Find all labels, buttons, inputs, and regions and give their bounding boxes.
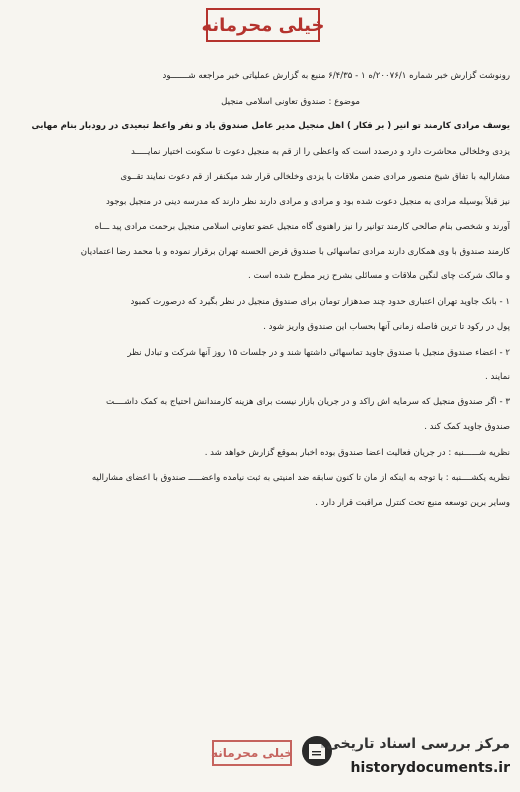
comment-line: وسایر برین توسعه منبع تحت کنترل مراقبت قرار دارد . — [315, 498, 510, 508]
body-line: ۱ - بانک جاوید تهران اعتباری حدود چند صدهزار تومان برای صندوق منجیل در نظر بگیرد که درصورت کمبود — [130, 297, 510, 307]
logo-title: مرکز بررسی اسناد تاریخی — [326, 736, 510, 752]
body-line: نمایند . — [485, 372, 510, 382]
body-line: یزدی وخلخالی محاشرت دارد و درصدد است که واعظی را از قم به منجیل دعوت تا سکونت اختیار نمایـــــد — [130, 147, 510, 157]
body-line: یوسف مرادی کارمند تو انیر ( بر قکار ) اهل منجیل مدیر عامل صندوق یاد و نفر واعظ تبعیدی در رودبار بنام مهابی — [31, 121, 510, 131]
body-line: کارمند صندوق با وی همکاری دارند مرادی تماسهائی با صندوق قرض الحسنه تهران برقرار نموده و با محمد رضا اعتمادیان — [80, 247, 510, 257]
body-line: ۳ - اگر صندوق منجیل که سرمایه اش راکد و در جریان بازار نیست برای هزینه کارمندانش احتیاج به کمک داشــــت — [106, 397, 510, 407]
classification-stamp: خیلی محرمانه — [206, 8, 320, 42]
body-line: ۲ - اعضاء صندوق منجیل با صندوق جاوید تماسهائی داشتها شند و در جلسات ۱۵ روز آنها شرکت و تبادل نظر — [127, 348, 510, 358]
comment-line: نظریه یکشــــنبه : با توجه به اینکه از مان تا کنون سابقه ضد امنیتی به ثبت نیامده واعضـــــ صندوق با اعضای مشارالیه — [91, 473, 510, 483]
body-line: پول در رکود تا ترین فاصله زمانی آنها بحساب این صندوق واریز شود . — [263, 322, 510, 332]
subject-line: موضوع : صندوق تعاونی اسلامی منجیل — [221, 97, 360, 107]
body-line: و مالک شرکت چای لنگین ملاقات و مسائلی بشرح زیر مطرح شده است . — [248, 271, 510, 281]
comment-line: نظریه شــــــنبه : در جریان فعالیت اعضا صندوق بوده اخبار بموقع گزارش خواهد شد . — [204, 448, 510, 458]
body-line: مشارالیه با تفاق شیخ منصور مرادی ضمن ملاقات با یزدی وخلخالی قرار شد میکنفر از قم دعوت نمایند تقــوی — [120, 172, 510, 182]
archive-logo — [300, 732, 510, 782]
body-line: صندوق جاوید کمک کند . — [424, 422, 510, 432]
body-line: نیز قبلاً بوسیله مرادی به منجیل دعوت شده بود و مرادی و مرادی دارند نظر دارند که مدرسه دینی در منجیل بوجود — [105, 197, 510, 207]
logo-url: historydocuments.ir — [350, 760, 510, 776]
header-line: رونوشت گزارش خبر شماره ۲۰۰۷۶/۱/ه ۱ - ۶/۴/۳۵ منبع به گزارش عملیاتی خبر مراجعه شـــــــود — [162, 71, 510, 81]
body-line: آورند و شخصی بنام صالحی کارمند توانیر را نیز راهنوی گاه منجیل عضو تعاونی اسلامی منجیل برحمت مرادی پید ـــاه — [94, 222, 510, 232]
footer-stamp: خیلی محرمانه — [212, 740, 292, 766]
